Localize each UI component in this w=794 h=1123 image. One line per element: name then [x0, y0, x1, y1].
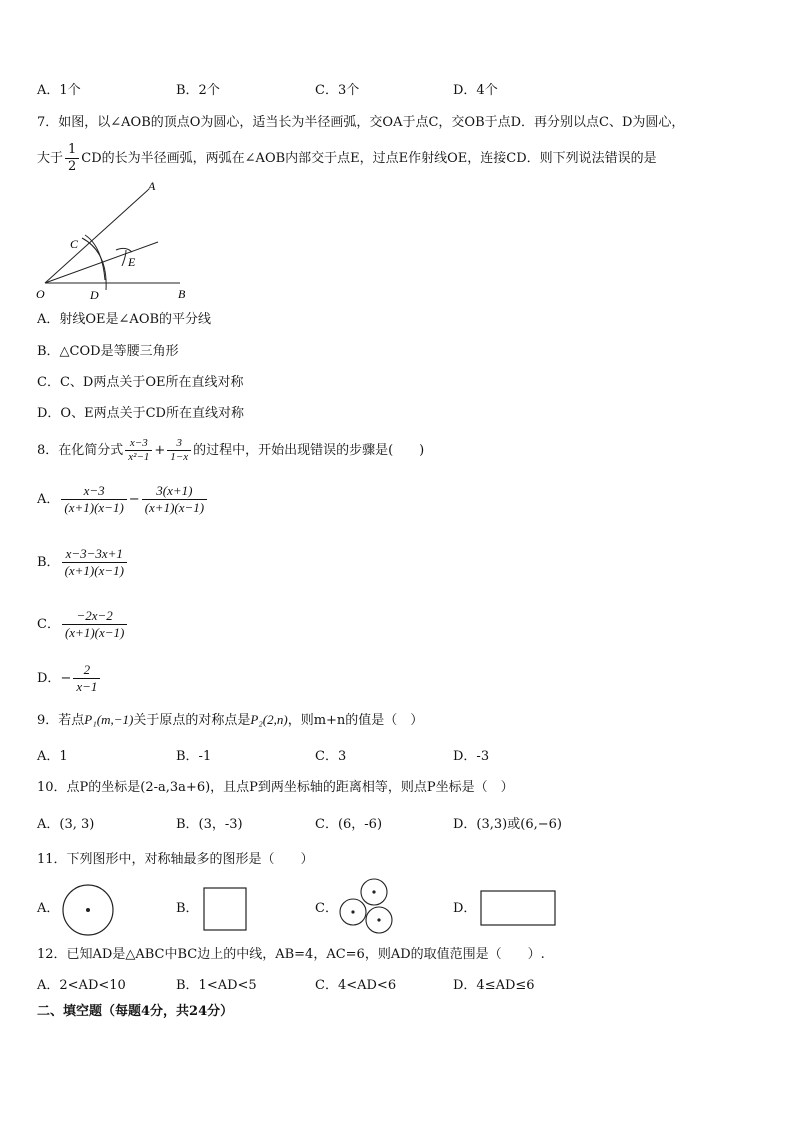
q6-option-d: D．4个: [453, 83, 498, 98]
q7-option-b: B．△COD是等腰三角形: [37, 344, 179, 359]
rectangle-figure: [478, 888, 558, 928]
q8-fraction-1: $\frac{x-3}{\text{x²−1}}$: [125, 437, 152, 464]
label-c: C: [70, 237, 79, 251]
q12-option-d: D．4≤AD≤6: [453, 978, 535, 993]
q8-a-fraction-2: $\frac{3(x+1)}{(x+1)(x-1)}$: [142, 483, 207, 516]
q8-option-b: B． $\frac{x-3-3x+1}{(x+1)(x-1)}$: [37, 543, 129, 583]
q8-stem: 8．在化简分式 $\frac{x-3}{\text{x²−1}}$ + $\frac{3}{1-x}$ 的过程中，开始出现错误的步骤是( ): [37, 437, 425, 463]
arc-from-d: [122, 250, 126, 266]
arc-from-c: [116, 248, 132, 252]
q12-stem: 12．已知AD是△ABC中BC边上的中线，AB=4，AC=6，则AD的取值范围是（ ）.: [37, 947, 545, 962]
ray-oe: [45, 242, 158, 283]
q8-option-d: D．− $\frac{2}{x-1}$: [37, 659, 102, 699]
q8-a-fraction-1: $\frac{x-3}{(x+1)(x-1)}$: [61, 483, 126, 516]
q9-option-b: B．-1: [176, 749, 212, 764]
q12-option-c: C．4<AD<6: [315, 978, 397, 993]
q8-fraction-2: $\frac{3}{1-x}$: [167, 437, 191, 464]
q8-b-fraction: $\frac{x-3-3x+1}{(x+1)(x-1)}$: [62, 546, 127, 579]
q8-c-fraction: $\frac{-2x-2}{(x+1)(x-1)}$: [62, 608, 127, 641]
circle-figure: [60, 882, 116, 938]
q7-option-a: A．射线OE是∠AOB的平分线: [37, 312, 212, 327]
q11-option-c-label: C．: [315, 901, 338, 916]
square-figure: [202, 886, 248, 932]
ray-oa: [45, 190, 148, 283]
q9-option-c: C．3: [315, 749, 347, 764]
fraction-one-half: $\frac{1}{2}$: [65, 142, 79, 175]
q12-option-a: A．2<AD<10: [37, 978, 126, 993]
q12-option-b: B．1<AD<5: [176, 978, 257, 993]
label-b: B: [178, 287, 186, 301]
q10-option-d: D．(3,3)或(6,−6): [453, 817, 562, 832]
q11-option-b-label: B．: [176, 901, 199, 916]
angle-bisector-figure: [30, 180, 200, 305]
q6-option-b: B．2个: [176, 83, 220, 98]
q6-option-c: C．3个: [315, 83, 360, 98]
q9-stem: 9．若点P₁(m,−1)关于原点的对称点是P₂(2,n)，则m+n的值是（ ）: [37, 712, 424, 728]
q9-option-d: D．-3: [453, 749, 490, 764]
q7-stem-line2: 大于 $\frac{1}{2}$ CD的长为半径画弧，两弧在∠AOB内部交于点E，过点E作射线OE，连接CD．则下列说法错误的是: [37, 142, 657, 174]
q7-option-c: C．C、D两点关于OE所在直线对称: [37, 375, 244, 390]
q7-option-d: D．O、E两点关于CD所在直线对称: [37, 406, 244, 421]
three-circles-figure: [336, 876, 398, 936]
label-o: O: [36, 287, 45, 301]
q8-d-fraction: $\frac{2}{x-1}$: [73, 662, 100, 695]
q11-option-d-label: D．: [453, 901, 477, 916]
label-d: D: [90, 288, 99, 302]
q11-stem: 11．下列图形中，对称轴最多的图形是（ ）: [37, 852, 314, 867]
q10-option-b: B．(3，-3): [176, 817, 243, 832]
q10-option-c: C．(6，-6): [315, 817, 383, 832]
q6-option-a: A．1个: [37, 83, 81, 98]
q10-option-a: A．(3, 3): [37, 817, 95, 832]
q8-option-a: A． $\frac{x-3}{(x+1)(x-1)}$ − $\frac{3(x+1)}{(x+1)(x-1)}$: [37, 480, 209, 520]
q8-option-c: C． $\frac{-2x-2}{(x+1)(x-1)}$: [37, 605, 129, 645]
q11-option-a-label: A．: [37, 901, 60, 916]
q9-option-a: A．1: [37, 749, 68, 764]
label-a: A: [148, 180, 156, 193]
q10-stem: 10．点P的坐标是(2-a,3a+6)，且点P到两坐标轴的距离相等，则点P坐标是（ ）: [37, 780, 514, 795]
section-heading-fill-in-blanks: 二、填空题（每题4分，共24分）: [37, 1004, 234, 1019]
label-e: E: [128, 255, 136, 269]
q7-stem-line1: 7．如图，以∠AOB的顶点O为圆心，适当长为半径画弧，交OA于点C，交OB于点D．再分别以点C、D为圆心，: [37, 115, 685, 130]
